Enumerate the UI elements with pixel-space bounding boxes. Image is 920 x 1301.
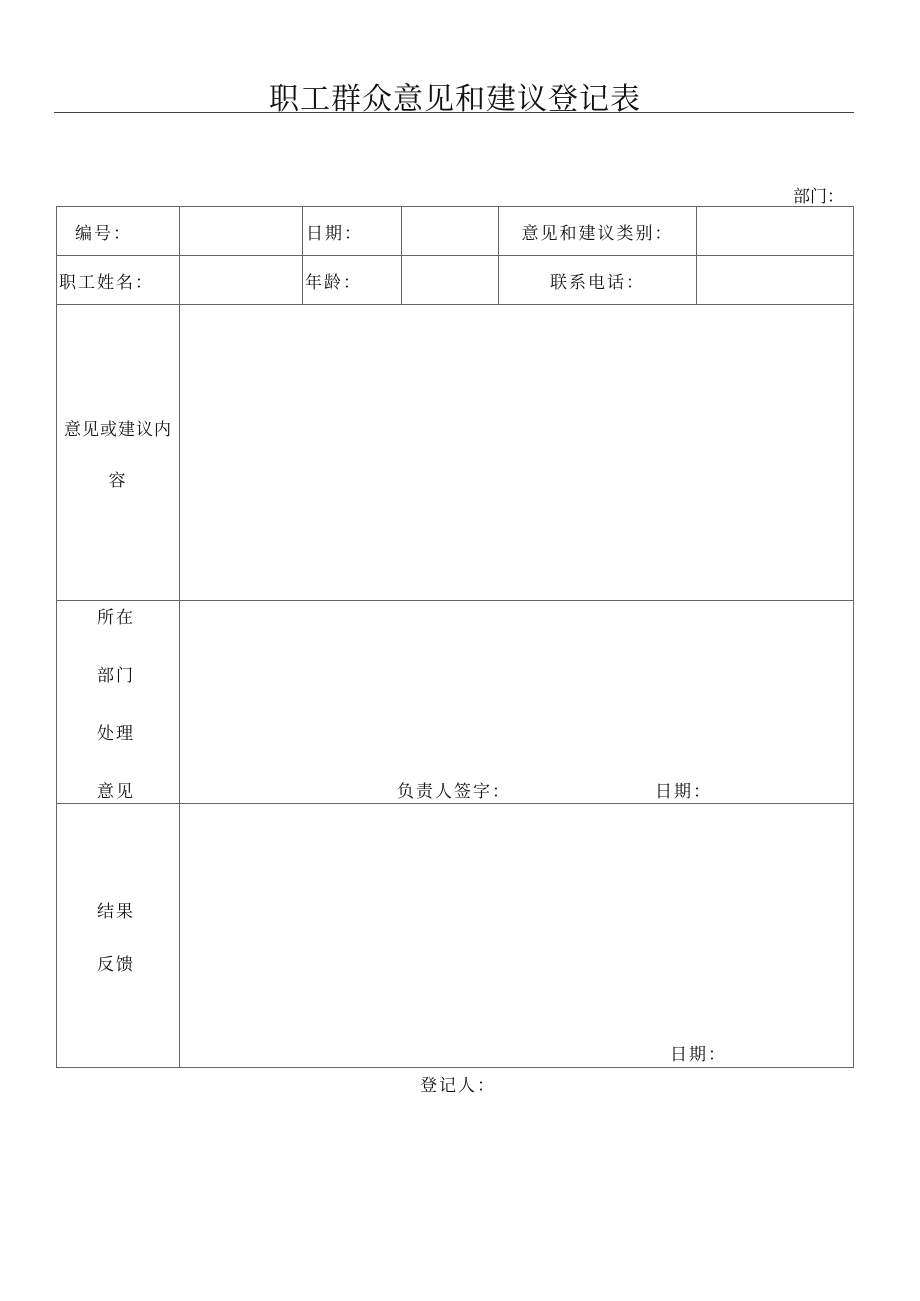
employee-name-label: 职工姓名： bbox=[59, 272, 154, 293]
registrar-label: 登记人： bbox=[420, 1076, 496, 1096]
title-underline bbox=[54, 112, 854, 113]
dept-handling-label-line4: 意见 bbox=[97, 782, 135, 802]
number-label-cell bbox=[57, 207, 180, 256]
content-label-cell bbox=[57, 305, 180, 601]
registration-form-table bbox=[56, 206, 854, 1068]
number-field[interactable] bbox=[180, 207, 303, 256]
age-label-cell bbox=[303, 256, 402, 305]
date-label: 日期： bbox=[306, 223, 363, 244]
content-label-line2: 容 bbox=[108, 470, 128, 491]
feedback-field[interactable] bbox=[180, 804, 854, 1068]
category-field[interactable] bbox=[697, 207, 854, 256]
document-title: 职工群众意见和建议登记表 bbox=[269, 82, 641, 117]
name-label-cell bbox=[57, 256, 180, 305]
phone-label-cell bbox=[499, 256, 697, 305]
category-label: 意见和建议类别： bbox=[521, 223, 674, 244]
date-field[interactable] bbox=[402, 207, 499, 256]
row-dept-handling bbox=[57, 601, 854, 804]
dept-handling-date-label: 日期： bbox=[655, 782, 712, 802]
phone-label: 联系电话： bbox=[550, 272, 645, 293]
feedback-label-line2: 反馈 bbox=[97, 954, 135, 975]
employee-name-field[interactable] bbox=[180, 256, 303, 305]
content-field[interactable] bbox=[180, 305, 854, 601]
row-name-age-phone bbox=[57, 256, 854, 305]
row-feedback bbox=[57, 804, 854, 1068]
dept-handling-label-line3: 处理 bbox=[97, 724, 135, 744]
feedback-date-label: 日期： bbox=[670, 1045, 727, 1065]
responsible-signature-label: 负责人签字： bbox=[397, 782, 511, 802]
phone-field[interactable] bbox=[697, 256, 854, 305]
age-field[interactable] bbox=[402, 256, 499, 305]
feedback-label-line1: 结果 bbox=[97, 901, 135, 922]
number-label: 编号： bbox=[75, 223, 132, 244]
dept-handling-label-line2: 部门 bbox=[97, 666, 135, 686]
dept-handling-field[interactable] bbox=[180, 601, 854, 804]
department-label: 部门： bbox=[793, 187, 844, 207]
content-label-line1: 意见或建议内 bbox=[64, 419, 172, 440]
age-label: 年龄： bbox=[305, 272, 362, 293]
row-number-date-category bbox=[57, 207, 854, 256]
dept-handling-label-line1: 所在 bbox=[97, 608, 135, 628]
date-label-cell bbox=[303, 207, 402, 256]
category-label-cell bbox=[499, 207, 697, 256]
dept-handling-label-cell bbox=[57, 601, 180, 804]
feedback-label-cell bbox=[57, 804, 180, 1068]
row-content bbox=[57, 305, 854, 601]
